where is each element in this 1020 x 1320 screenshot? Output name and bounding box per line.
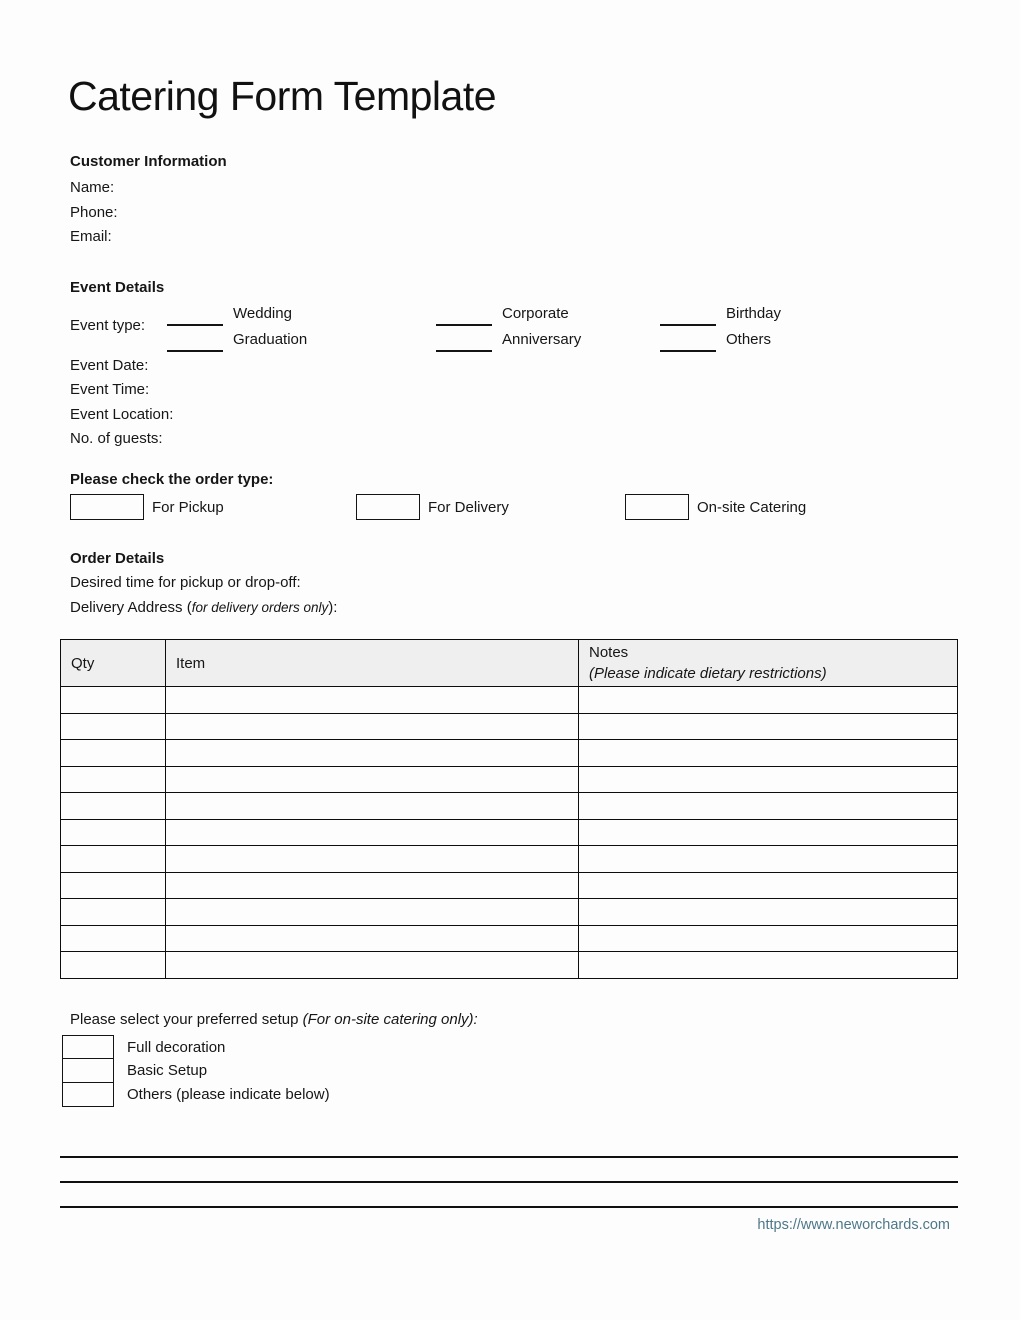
notes-cell[interactable] bbox=[579, 713, 958, 740]
qty-cell[interactable] bbox=[61, 713, 166, 740]
event-type-option-label: Anniversary bbox=[502, 330, 582, 348]
delivery-address-text: Delivery Address ( bbox=[70, 599, 192, 616]
others-checkbox[interactable] bbox=[62, 1082, 114, 1107]
event-type-option-birthday bbox=[660, 300, 781, 326]
order-table-empty-row bbox=[61, 952, 958, 979]
event-type-option-anniversary bbox=[436, 326, 581, 352]
notes-cell[interactable] bbox=[579, 766, 958, 793]
notes-cell[interactable] bbox=[579, 925, 958, 952]
write-in-line[interactable] bbox=[60, 1181, 958, 1183]
full-decoration-label: Full decoration bbox=[127, 1038, 226, 1056]
order-details-heading: Order Details bbox=[70, 549, 165, 567]
order-type-option-pickup bbox=[70, 494, 224, 521]
delivery-label: For Delivery bbox=[428, 498, 509, 516]
order-table-empty-row bbox=[61, 687, 958, 714]
write-in-lines bbox=[60, 1156, 958, 1208]
basic-setup-checkbox[interactable] bbox=[62, 1058, 114, 1083]
notes-cell[interactable] bbox=[579, 793, 958, 820]
qty-column-header: Qty bbox=[61, 640, 166, 687]
footer-link[interactable]: https://www.neworchards.com bbox=[757, 1216, 950, 1233]
qty-cell[interactable] bbox=[61, 819, 166, 846]
notes-column-header bbox=[579, 640, 958, 687]
item-cell[interactable] bbox=[166, 899, 579, 926]
field-label-event-time: Event Time: bbox=[70, 381, 150, 398]
order-table-empty-row bbox=[61, 872, 958, 899]
item-column-header: Item bbox=[166, 640, 579, 687]
notes-header-subtitle: (Please indicate dietary restrictions) bbox=[589, 665, 827, 682]
page-footer bbox=[60, 1216, 958, 1234]
notes-cell[interactable] bbox=[579, 819, 958, 846]
qty-cell[interactable] bbox=[61, 846, 166, 873]
order-table-empty-row bbox=[61, 819, 958, 846]
event-type-option-corporate bbox=[436, 300, 569, 326]
field-label-event-location: Event Location: bbox=[70, 405, 174, 423]
full-decoration-checkbox[interactable] bbox=[62, 1035, 114, 1060]
notes-cell[interactable] bbox=[579, 952, 958, 979]
notes-header-title: Notes bbox=[589, 644, 629, 661]
event-type-option-others bbox=[660, 326, 771, 352]
delivery-address-label bbox=[60, 595, 958, 620]
order-table-empty-row bbox=[61, 740, 958, 767]
order-type-option-delivery bbox=[356, 494, 509, 521]
delivery-checkbox[interactable] bbox=[356, 494, 420, 520]
delivery-address-note: for delivery orders only bbox=[191, 600, 329, 615]
order-type-option-onsite bbox=[625, 494, 806, 521]
pickup-checkbox[interactable] bbox=[70, 494, 144, 520]
setup-option-basic-setup bbox=[60, 1058, 958, 1083]
notes-cell[interactable] bbox=[579, 687, 958, 714]
setup-option-full-decoration bbox=[60, 1035, 958, 1060]
write-in-line[interactable] bbox=[60, 1156, 958, 1158]
qty-cell[interactable] bbox=[61, 952, 166, 979]
setup-prompt-text: Please select your preferred setup bbox=[70, 1010, 303, 1028]
event-type-blank-others[interactable] bbox=[660, 333, 716, 352]
event-type-blank-corporate[interactable] bbox=[436, 307, 492, 326]
pickup-label: For Pickup bbox=[152, 498, 224, 516]
order-table-empty-row bbox=[61, 846, 958, 873]
basic-setup-label: Basic Setup bbox=[127, 1062, 208, 1079]
event-type-blank-birthday[interactable] bbox=[660, 307, 716, 326]
setup-prompt-note: (For on-site catering only): bbox=[302, 1010, 478, 1028]
order-table-empty-row bbox=[61, 766, 958, 793]
event-type-block bbox=[60, 300, 958, 352]
event-type-option-graduation bbox=[167, 326, 307, 352]
event-details-heading: Event Details bbox=[70, 278, 165, 296]
item-cell[interactable] bbox=[166, 793, 579, 820]
event-type-option-label: Graduation bbox=[233, 330, 308, 348]
event-type-option-label: Corporate bbox=[502, 304, 569, 322]
event-type-label: Event type: bbox=[70, 316, 146, 334]
field-label-name: Name: bbox=[70, 179, 115, 196]
order-type-options-row bbox=[60, 494, 958, 521]
notes-cell[interactable] bbox=[579, 740, 958, 767]
order-items-table bbox=[60, 639, 958, 979]
desired-time-label: Desired time for pickup or drop-off: bbox=[70, 573, 301, 591]
delivery-address-colon: ): bbox=[328, 599, 338, 616]
event-type-blank-graduation[interactable] bbox=[167, 333, 223, 352]
onsite-catering-label: On-site Catering bbox=[697, 498, 807, 516]
event-type-option-label: Others bbox=[726, 330, 772, 348]
event-type-blank-wedding[interactable] bbox=[167, 307, 223, 326]
order-table-empty-row bbox=[61, 713, 958, 740]
notes-cell[interactable] bbox=[579, 872, 958, 899]
order-table-body bbox=[61, 687, 958, 979]
qty-cell[interactable] bbox=[61, 687, 166, 714]
qty-cell[interactable] bbox=[61, 766, 166, 793]
event-details-fields bbox=[60, 354, 958, 452]
item-cell[interactable] bbox=[166, 713, 579, 740]
onsite-catering-checkbox[interactable] bbox=[625, 494, 689, 520]
item-cell[interactable] bbox=[166, 846, 579, 873]
customer-info-heading: Customer Information bbox=[70, 153, 227, 170]
item-cell[interactable] bbox=[166, 952, 579, 979]
setup-options bbox=[60, 1035, 958, 1107]
event-type-option-wedding bbox=[167, 300, 292, 326]
notes-cell[interactable] bbox=[579, 846, 958, 873]
setup-prompt bbox=[60, 1008, 958, 1032]
notes-cell[interactable] bbox=[579, 899, 958, 926]
item-cell[interactable] bbox=[166, 740, 579, 767]
qty-cell[interactable] bbox=[61, 872, 166, 899]
customer-info-fields bbox=[60, 176, 958, 250]
item-cell[interactable] bbox=[166, 766, 579, 793]
qty-cell[interactable] bbox=[61, 925, 166, 952]
order-table-empty-row bbox=[61, 925, 958, 952]
write-in-line[interactable] bbox=[60, 1206, 958, 1208]
field-label-no-of-guests: No. of guests: bbox=[70, 430, 163, 447]
item-cell[interactable] bbox=[166, 872, 579, 899]
item-cell[interactable] bbox=[166, 687, 579, 714]
event-type-option-label: Wedding bbox=[233, 304, 292, 322]
others-label: Others (please indicate below) bbox=[127, 1085, 330, 1103]
qty-cell[interactable] bbox=[61, 793, 166, 820]
event-type-blank-anniversary[interactable] bbox=[436, 333, 492, 352]
item-cell[interactable] bbox=[166, 819, 579, 846]
page-title: Catering Form Template bbox=[68, 73, 497, 119]
item-cell[interactable] bbox=[166, 925, 579, 952]
order-table-empty-row bbox=[61, 793, 958, 820]
field-label-email: Email: bbox=[70, 228, 112, 245]
setup-option-others bbox=[60, 1082, 958, 1107]
field-label-phone: Phone: bbox=[70, 203, 118, 221]
order-table-empty-row bbox=[61, 899, 958, 926]
qty-cell[interactable] bbox=[61, 740, 166, 767]
qty-cell[interactable] bbox=[61, 899, 166, 926]
order-type-heading: Please check the order type: bbox=[70, 470, 274, 488]
field-label-event-date: Event Date: bbox=[70, 356, 149, 374]
event-type-option-label: Birthday bbox=[726, 304, 782, 322]
order-table-header-row bbox=[61, 640, 958, 687]
